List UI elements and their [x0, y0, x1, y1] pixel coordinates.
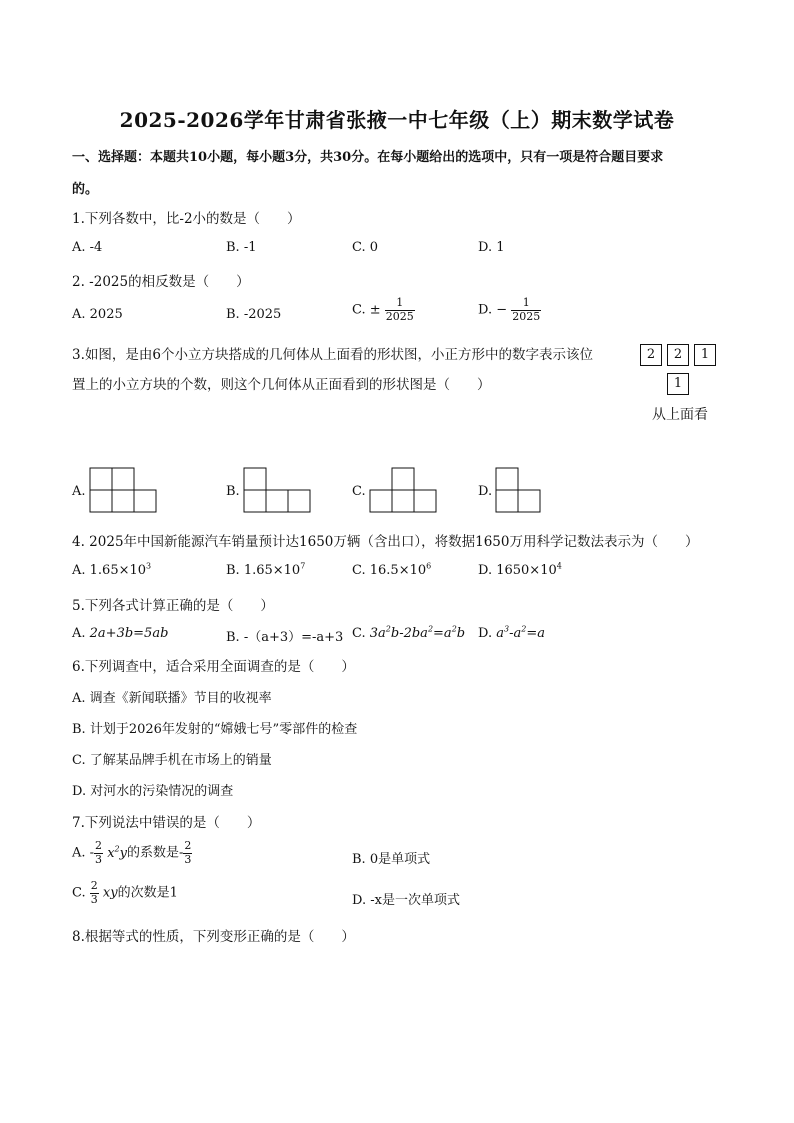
- q4-option-a-exp: 3: [146, 561, 152, 571]
- q3-option-b-label: B.: [226, 484, 240, 499]
- fraction: [94, 840, 103, 866]
- q2-option-c: [352, 297, 415, 323]
- q7-option-d: D. -x是一次单项式: [352, 893, 460, 908]
- q3-option-c-figure: [368, 466, 438, 514]
- section-heading: 一、选择题：本题共10小题，每小题3分，共30分。在每小题给出的选项中，只有一项是符合题目要求: [72, 150, 664, 165]
- fraction: [511, 297, 541, 323]
- q6-option-d: D. 对河水的污染情况的调查: [72, 784, 234, 799]
- q1-option-c: C. 0: [352, 240, 379, 255]
- q5-option-a-expr: 2a+3b=5ab: [89, 626, 169, 641]
- q4-option-c: [352, 563, 431, 578]
- top-view-cell: 2: [667, 344, 689, 366]
- top-view-cell: 2: [640, 344, 662, 366]
- q5-option-a-label: A.: [72, 626, 90, 641]
- q3-option-d-label: D.: [478, 484, 493, 499]
- fraction-denominator: 3: [184, 852, 192, 866]
- q2-option-b: B. -2025: [226, 307, 282, 322]
- q4-option-b-exp: 7: [300, 561, 306, 571]
- fraction-numerator: 1: [385, 297, 415, 311]
- q7-option-c: C. $\frac{2}{3}$ xy的次数是1: [72, 879, 178, 906]
- q5-option-d: D. $a^3-a^2=a$: [478, 624, 545, 641]
- q3-option-a-figure: [88, 466, 158, 514]
- q6-option-a: A. 调查《新闻联播》节目的收视率: [72, 691, 272, 706]
- section-heading-cont: 的。: [72, 182, 99, 197]
- q6-option-c: C. 了解某品牌手机在市场上的销量: [72, 753, 272, 768]
- fraction: [90, 880, 99, 906]
- q4-option-d-exp: 4: [556, 561, 562, 571]
- fraction-denominator: 3: [90, 892, 98, 906]
- q5-option-c: C. $3a^2b-2ba^2=a^2b$: [352, 624, 466, 641]
- q1-option-a: A. -4: [72, 240, 103, 255]
- question-1: 1.下列各数中，比-2小的数是（ ）: [72, 211, 301, 227]
- q7-option-b: B. 0是单项式: [352, 852, 431, 867]
- top-view-cell: 1: [694, 344, 716, 366]
- q2-option-d: [478, 297, 541, 323]
- question-7: 7.下列说法中错误的是（ ）: [72, 815, 261, 831]
- question-2: 2. -2025的相反数是（ ）: [72, 274, 250, 290]
- fraction: [385, 297, 415, 323]
- q7-option-a-mid: 的系数是-: [126, 845, 184, 861]
- q4-option-b-base: B. 1.65×10: [226, 563, 301, 578]
- q2-option-c-prefix: C. ±: [352, 302, 381, 318]
- q6-option-b: B. 计划于2026年发射的“嫦娥七号”零部件的检查: [72, 722, 358, 737]
- top-view-cell: 1: [667, 373, 689, 395]
- q3-option-b-figure: [242, 466, 312, 514]
- fraction: [183, 840, 192, 866]
- fraction-denominator: 2025: [385, 309, 414, 323]
- fraction-numerator: 2: [90, 879, 98, 892]
- question-3-line1: 3.如图，是由6个小立方块搭成的几何体从上面看的形状图，小正方形中的数字表示该位: [72, 347, 593, 363]
- q1-option-b: B. -1: [226, 240, 257, 255]
- q5-option-b: B. -（a+3）=-a+3: [226, 630, 344, 645]
- q2-option-a: A. 2025: [72, 307, 123, 322]
- q4-option-a-base: A. 1.65×10: [72, 563, 147, 578]
- q1-option-d: D. 1: [478, 240, 505, 255]
- q5-option-d-label: D.: [478, 626, 497, 641]
- q4-option-c-base: C. 16.5×10: [352, 563, 427, 578]
- q4-option-b: [226, 563, 305, 578]
- question-3-line2: 置上的小立方块的个数，则这个几何体从正面看到的形状图是（ ）: [72, 377, 491, 393]
- fraction-numerator: 1: [511, 297, 541, 311]
- q5-option-c-label: C.: [352, 626, 370, 641]
- q4-option-c-exp: 6: [426, 561, 432, 571]
- fraction-numerator: 2: [95, 839, 103, 852]
- question-8: 8.根据等式的性质，下列变形正确的是（ ）: [72, 929, 355, 945]
- q7-option-a: A. - $\frac{2}{3}$ $x^2y$的系数是- $\frac{2}{3}$: [72, 839, 192, 866]
- q3-option-a-label: A.: [72, 484, 86, 499]
- question-4: 4. 2025年中国新能源汽车销量预计达1650万辆（含出口），将数据1650万用科学记数法表示为（ ）: [72, 534, 699, 550]
- q2-option-d-prefix: D. −: [478, 302, 508, 318]
- question-6: 6.下列调查中，适合采用全面调查的是（ ）: [72, 659, 355, 675]
- fraction-denominator: 2025: [512, 309, 541, 323]
- top-view-caption: 从上面看: [652, 407, 708, 423]
- q4-option-d-base: D. 1650×10: [478, 563, 557, 578]
- q7-option-c-prefix: C.: [72, 885, 90, 901]
- q3-option-c-label: C.: [352, 484, 366, 499]
- q7-option-c-suffix: 的次数是1: [117, 885, 178, 901]
- q7-option-a-prefix: A. -: [72, 845, 95, 861]
- fraction-numerator: 2: [184, 839, 192, 852]
- q5-option-a: [72, 626, 168, 641]
- question-5: 5.下列各式计算正确的是（ ）: [72, 598, 274, 614]
- q4-option-a: [72, 563, 151, 578]
- q4-option-d: [478, 563, 562, 578]
- exam-title: 2025-2026学年甘肃省张掖一中七年级（上）期末数学试卷: [119, 108, 675, 132]
- q3-option-d-figure: [494, 466, 544, 514]
- fraction-denominator: 3: [95, 852, 103, 866]
